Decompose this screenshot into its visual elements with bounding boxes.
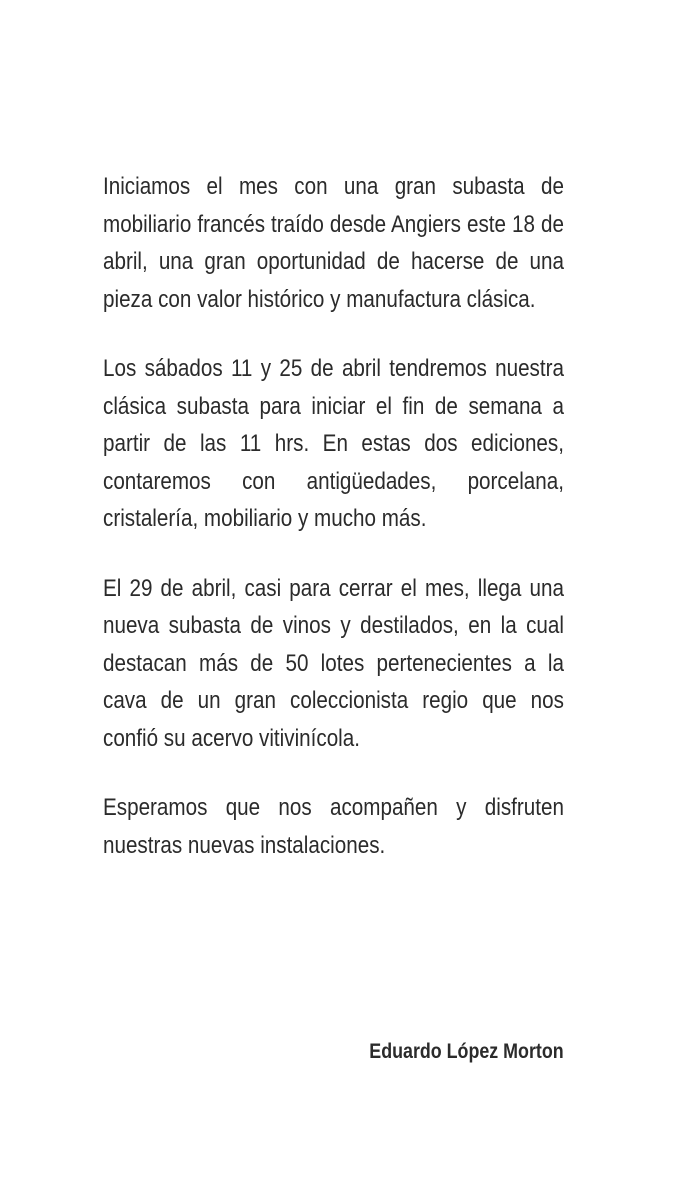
signature (103, 1040, 564, 1064)
paragraph-subasta-vinos: El 29 de abril, casi para cerrar el mes, llega una nueva subasta de vinos y destilados, en la cual destacan más de 50 lotes pertenecientes a la cava de un gran coleccionista regio que nos confió su acervo vitivinícola. (103, 574, 564, 752)
paragraph-subasta-mobiliario: Iniciamos el mes con una gran subasta de mobiliario francés traído desde Angiers este 18 de abril, una gran oportunidad de hacerse de una pieza con valor histórico y manufactura clásica. (103, 173, 564, 313)
paragraph-subastas-sabados: Los sábados 11 y 25 de abril tendremos nuestra clásica subasta para iniciar el fin de semana a partir de las 11 hrs. En estas dos ediciones, contaremos con antigüedades, porcelana, cristalería, mobiliario y mucho más. (103, 355, 564, 532)
letter-body (103, 168, 564, 896)
paragraph-cierre: Esperamos que nos acompañen y disfruten nuestras nuevas instalaciones. (103, 794, 564, 859)
signature-name: Eduardo López Morton (369, 1040, 564, 1063)
